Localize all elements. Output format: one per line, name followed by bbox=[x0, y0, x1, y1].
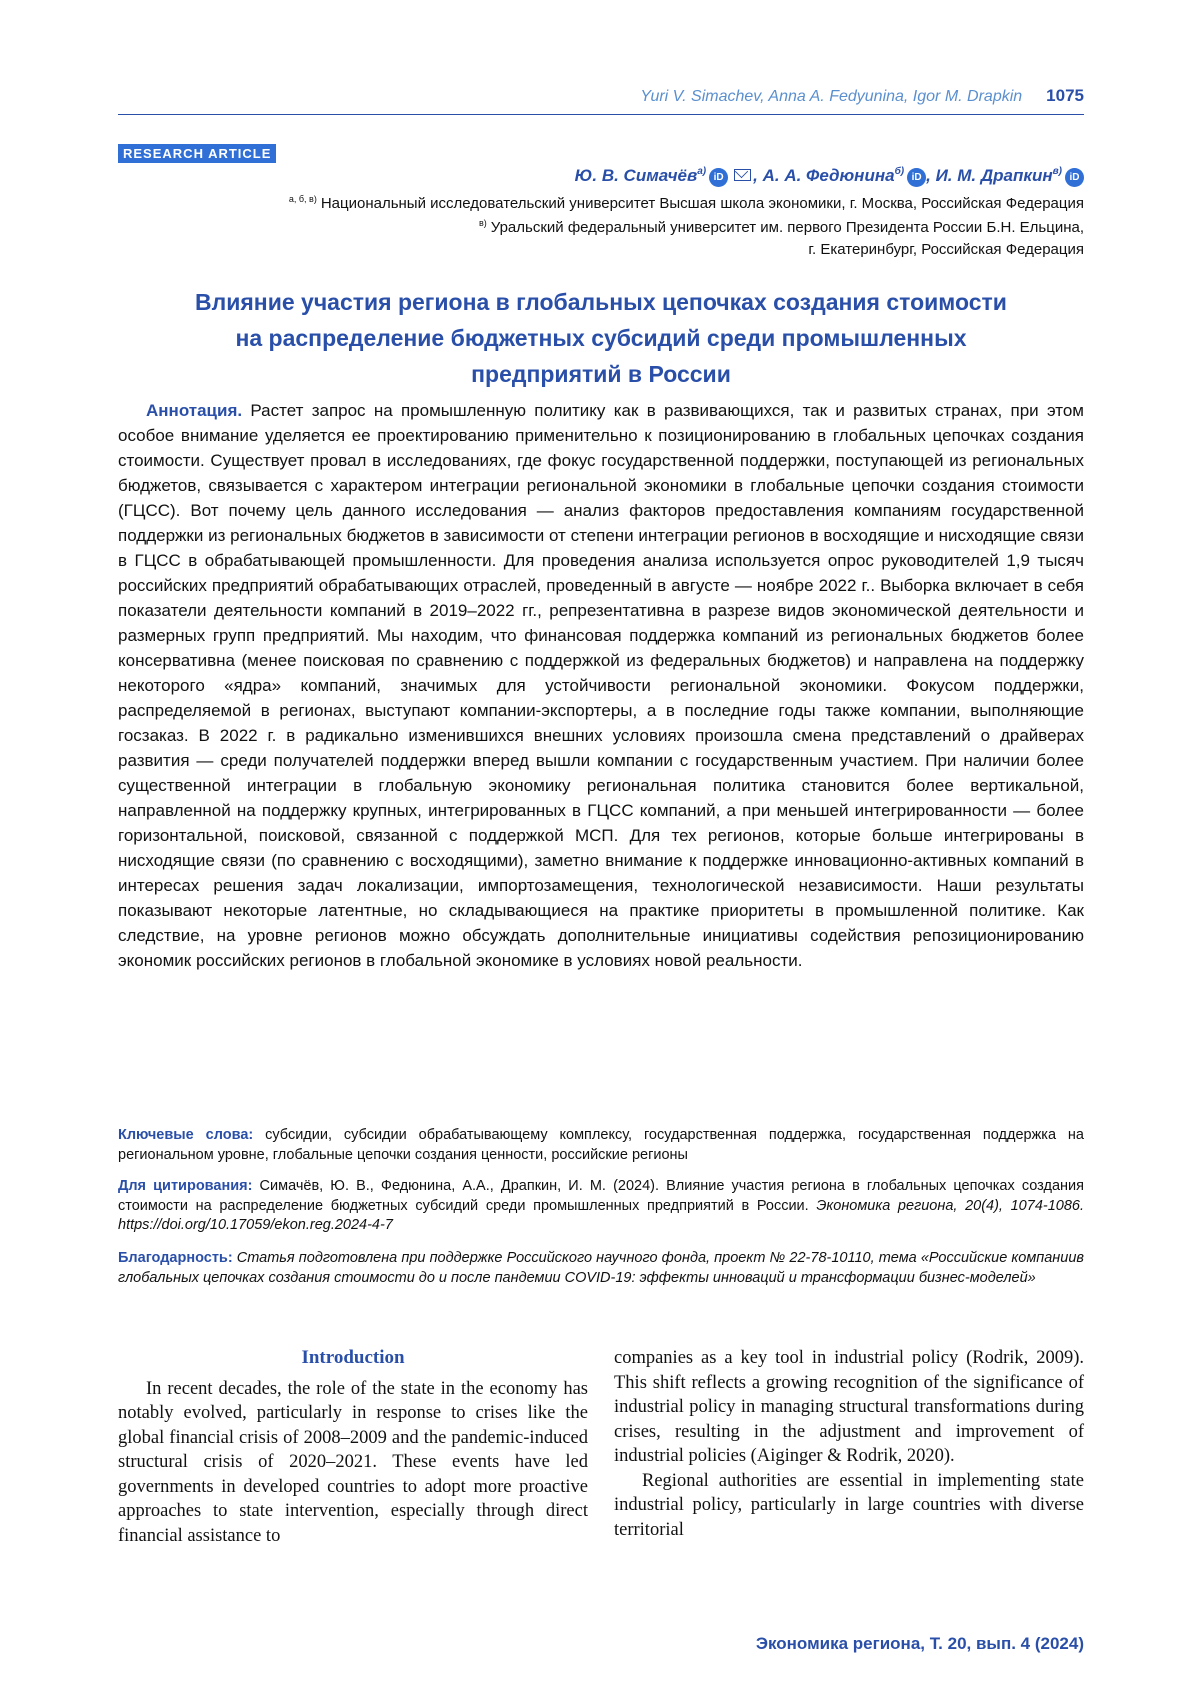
author-separator: , bbox=[926, 166, 931, 185]
affiliation-1-sup: а, б, в) bbox=[288, 194, 317, 204]
page-number: 1075 bbox=[1046, 86, 1084, 105]
affiliation-2-sup: в) bbox=[478, 218, 487, 228]
affiliation-3-text: г. Екатеринбург, Российская Федерация bbox=[808, 241, 1084, 258]
email-icon[interactable] bbox=[734, 169, 751, 181]
body-column-right bbox=[614, 1346, 1084, 1542]
intro-paragraph-2: Regional authorities are essential in implementing state industrial policy, particularly in large countries with diverse territorial bbox=[614, 1470, 1084, 1540]
acknowledgment bbox=[118, 1249, 1084, 1288]
author-3-sup: в) bbox=[1052, 166, 1062, 178]
citation-label: Для цитирования: bbox=[118, 1178, 253, 1194]
affiliation-2-text: Уральский федеральный университет им. первого Президента России Б.Н. Ельцина, bbox=[490, 219, 1084, 236]
author-2[interactable]: А. А. Федюнина bbox=[762, 166, 895, 185]
title-line-3: предприятий в России bbox=[471, 361, 731, 387]
citation-text: Симачёв, Ю. В., Федюнина, А.А., Драпкин, И. М. (2024). Влияние участия региона в глобальных цепочках создания стоимости на распределение бюджетных субсидий среди промышленных предприятий в России. bbox=[118, 1178, 1084, 1214]
keywords-text: субсидии, субсидии обрабатывающему комплексу, государственная поддержка, государственная поддержка на региональном уровне, глобальные цепочки создания ценности, российские регионы bbox=[118, 1127, 1084, 1163]
title-line-2: на распределение бюджетных субсидий среди промышленных bbox=[235, 325, 967, 351]
running-head-authors: Yuri V. Simachev, Anna A. Fedyunina, Igor M. Drapkin bbox=[640, 88, 1023, 105]
article-type-badge: RESEARCH ARTICLE bbox=[118, 144, 276, 163]
affiliation-1-text: Национальный исследовательский университет Высшая школа экономики, г. Москва, Российская Федерация bbox=[320, 195, 1084, 212]
author-1-sup: а) bbox=[697, 166, 707, 178]
article-title bbox=[118, 284, 1084, 392]
keywords-label: Ключевые слова: bbox=[118, 1127, 254, 1143]
abstract-label: Аннотация. bbox=[146, 401, 243, 420]
abstract-text: Растет запрос на промышленную политику как в развивающихся, так и развитых странах, при этом особое внимание уделяется ее проектированию применительно к позиционированию в глобальных цепочках создания стоимости. Существует провал в исследованиях, где фокус государственной поддержки, поступающей из региональных бюджетов, связывается с характером интеграции региональной экономики в глобальные цепочки создания стоимости (ГЦСС). Вот почему цель данного исследования — анализ факторов предоставления компаниям государственной поддержки из региональных бюджетов в зависимости от степени интеграции регионов в восходящие и нисходящие связи в ГЦСС в обрабатывающей промышленности. Для проведения анализа используется опрос руководителей 1,9 тысяч российских предприятий обрабатывающих отраслей, проведенный в августе — ноябре 2022 г.. Выборка включает в себя показатели деятельности компаний в 2019–2022 гг., репрезентативна в разрезе видов экономической деятельности и размерных групп предприятий. Мы находим, что финансовая поддержка компаний из региональных бюджетов более консервативна (менее поисковая по сравнению с поддержкой из федеральных бюджетов) и направлена на поддержку некоторого «ядра» компаний, значимых для устойчивости региональной экономики. Фокусом поддержки, распределяемой в регионах, выступают компании-экспортеры, а в последние годы также компании, выполняющие госзаказ. В 2022 г. в радикально изменившихся внешних условиях произошла смена представлений о драйверах развития — среди получателей поддержки вперед вышли компании с государственным участием. При наличии более существенной интеграции в глобальную экономику региональная политика становится более вертикальной, направленной на поддержку крупных, интегрированных в ГЦСС компаний, а при меньшей интегрированности — более горизонтальной, поисковой, связанной с поддержкой МСП. Для тех регионов, которые больше интегрированы в нисходящие связи (по сравнению с восходящими), заметно внимание к поддержке инновационно-активных компаний в интересах решения задач локализации, импортозамещения, технологической независимости. Наши результаты показывают некоторые латентные, но складывающиеся на практике приоритеты в промышленной политике. Как следствие, на уровне регионов можно обсуждать дополнительные инициативы содействия репозиционированию экономик российских регионов в глобальной экономике в условиях новой реальности. bbox=[118, 401, 1084, 970]
affiliation-2 bbox=[479, 218, 1084, 236]
author-2-sup: б) bbox=[894, 166, 905, 178]
intro-paragraph-1-continued: companies as a key tool in industrial policy (Rodrik, 2009). This shift reflects a growing recognition of the significance of industrial policy in managing structural transformations during crises, resulting in the adjustment and improvement of industrial policies (Aiginger & Rodrik, 2020). bbox=[614, 1348, 1084, 1466]
title-line-1: Влияние участия региона в глобальных цепочках создания стоимости bbox=[195, 289, 1007, 315]
body-column-left bbox=[118, 1346, 588, 1548]
keywords bbox=[118, 1126, 1084, 1165]
header-rule bbox=[118, 114, 1084, 115]
intro-paragraph-1: In recent decades, the role of the state in the economy has notably evolved, particularly in response to crises like the global financial crisis of 2008–2009 and the pandemic-induced structural crisis of 2020–2021. These events have led governments in developed countries to adopt more proactive approaches to state intervention, especially through direct financial assistance to bbox=[118, 1378, 588, 1546]
orcid-icon[interactable]: iD bbox=[709, 168, 728, 187]
running-head bbox=[640, 86, 1084, 106]
author-3[interactable]: И. М. Драпкин bbox=[935, 166, 1053, 185]
abstract bbox=[118, 398, 1084, 973]
acknowledgment-text: Статья подготовлена при поддержке Российского научного фонда, проект № 22-78-10110, тема «Российские компаниив глобальных цепочках создания стоимости до и после пандемии COVID-19: эффекты инноваций и трансформации бизнес-моделей» bbox=[118, 1250, 1084, 1286]
affiliation-3 bbox=[808, 241, 1084, 258]
author-line bbox=[575, 166, 1084, 187]
orcid-icon[interactable]: iD bbox=[1065, 168, 1084, 187]
author-1[interactable]: Ю. В. Симачёв bbox=[574, 166, 698, 185]
orcid-icon[interactable]: iD bbox=[907, 168, 926, 187]
journal-footer: Экономика региона, Т. 20, вып. 4 (2024) bbox=[755, 1634, 1084, 1653]
acknowledgment-label: Благодарность: bbox=[118, 1250, 233, 1266]
citation bbox=[118, 1177, 1084, 1236]
section-heading-introduction: Introduction bbox=[301, 1347, 405, 1368]
citation-source[interactable]: Экономика региона, 20(4), 1074-1086. https://doi.org/10.17059/ekon.reg.2024-4-7 bbox=[118, 1197, 1084, 1233]
author-separator: , bbox=[753, 166, 758, 185]
affiliation-1 bbox=[289, 194, 1084, 212]
article-page bbox=[118, 0, 1084, 1699]
